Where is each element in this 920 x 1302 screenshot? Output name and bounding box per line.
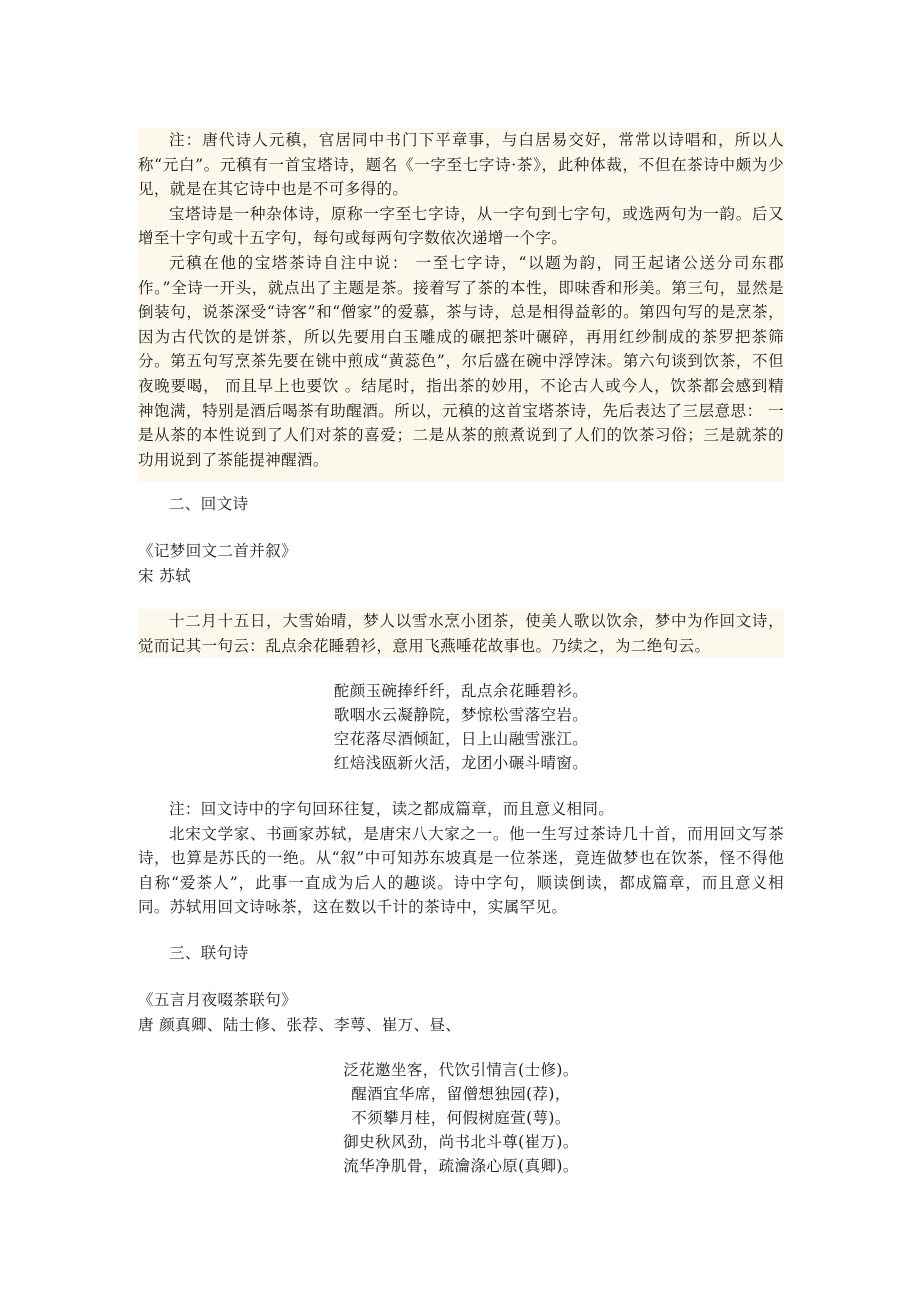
poem-line: 醒酒宜华席，留僧想独园(荐)， bbox=[351, 1085, 571, 1103]
poem-author: 宋 苏轼 bbox=[138, 566, 192, 585]
poem-title-block bbox=[138, 539, 784, 588]
poem-line: 歌咽水云凝静院，梦惊松雪落空岩。 bbox=[333, 706, 589, 724]
poem-preface: 十二月十五日，大雪始晴，梦人以雪水烹小团茶，使美人歌以饮余，梦中为作回文诗，觉而记其一句云：乱点余花睡碧衫，意用飞燕唾花故事也。乃续之，为二绝句云。 bbox=[138, 612, 784, 655]
paragraph: 注：回文诗中的字句回环往复，读之都成篇章，而且意义相同。 bbox=[169, 800, 615, 818]
poem-author: 唐 颜真卿、陆士修、张荐、李萼、崔万、昼、 bbox=[138, 1015, 462, 1034]
section-heading: 二、回文诗 bbox=[169, 495, 249, 513]
poem-line: 不须攀月桂，何假树庭萱(萼)。 bbox=[351, 1109, 571, 1127]
poem-preface-block bbox=[138, 609, 784, 658]
poem-body bbox=[138, 679, 784, 775]
section-yuan-zhen-notes bbox=[138, 128, 784, 482]
section-heading-wrap bbox=[138, 941, 784, 966]
poem-title-block bbox=[138, 988, 784, 1037]
section-heading-wrap bbox=[138, 492, 784, 517]
poem-line: 御史秋风劲，尚书北斗尊(崔万)。 bbox=[343, 1133, 579, 1151]
poem-line: 泛花邀坐客，代饮引情言(士修)。 bbox=[343, 1061, 579, 1079]
poem-line: 流华净肌骨，疏瀹涤心原(真卿)。 bbox=[343, 1157, 579, 1175]
poem-line: 酡颜玉碗捧纤纤，乱点余花睡碧衫。 bbox=[333, 682, 589, 700]
poem-line: 空花落尽酒倾缸，日上山融雪涨江。 bbox=[333, 730, 589, 748]
section-heading: 三、联句诗 bbox=[169, 944, 249, 962]
poem-title: 《五言月夜啜茶联句》 bbox=[138, 991, 298, 1009]
paragraph: 元稹在他的宝塔茶诗自注中说： 一至七字诗，“以题为韵，同王起诸公送分司东郡作。”全诗一开头，就点出了主题是茶。接着写了茶的本性，即味香和形美。第三句，显然是倒装句，说茶深受“诗客”和“僧家”的爱慕，茶与诗，总是相得益彰的。第四句写的是烹茶，因为古代饮的是饼茶，所以先要用白玉雕成的碾把茶叶碾碎，再用红纱制成的茶罗把茶筛分。第五句写烹茶先要在铫中煎成“黄蕊色”，尔后盛在碗中浮饽沫。第六句谈到饮茶，不但夜晚要喝， 而且早上也要饮 。结尾时，指出茶的妙用，不论古人或今人，饮茶都会感到精神饱满，特别是酒后喝茶有助醒酒。所以，元稹的这首宝塔茶诗，先后表达了三层意思： 一是从茶的本性说到了人们对茶的喜爱；二是从茶的煎煮说到了人们的饮茶习俗；三是就茶的功用说到了茶能提神醒酒。 bbox=[138, 253, 784, 469]
paragraph: 注：唐代诗人元稹，官居同中书门下平章事，与白居易交好，常常以诗唱和，所以人称“元白”。元稹有一首宝塔诗，题名《一字至七字诗·茶》，此种体裁，不但在茶诗中颇为少见，就是在其它诗中也是不可多得的。 bbox=[138, 131, 784, 199]
poem-body bbox=[138, 1058, 784, 1178]
paragraph: 宝塔诗是一种杂体诗，原称一字至七字诗，从一字句到七字句，或选两句为一韵。后又增至十字句或十五字句，每句或每两句字数依次递增一个字。 bbox=[138, 204, 784, 248]
poem-title: 《记梦回文二首并叙》 bbox=[138, 542, 298, 560]
poem-notes bbox=[138, 797, 784, 920]
poem-line: 红焙浅瓯新火活，龙团小碾斗晴窗。 bbox=[333, 754, 589, 772]
paragraph: 北宋文学家、书画家苏轼，是唐宋八大家之一。他一生写过茶诗几十首，而用回文写茶诗，也算是苏氏的一绝。从“叙”中可知苏东坡真是一位茶迷，竟连做梦也在饮茶，怪不得他自称“爱茶人”，此事一直成为后人的趣谈。诗中字句，顺读倒读，都成篇章，而且意义相同。苏轼用回文诗咏茶，这在数以千计的茶诗中，实属罕见。 bbox=[138, 824, 784, 917]
